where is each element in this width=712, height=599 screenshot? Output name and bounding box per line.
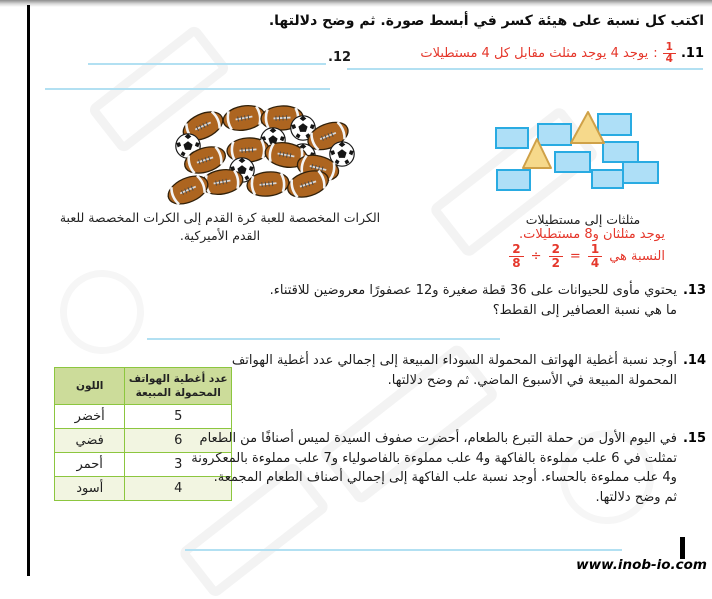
fraction-denominator: 4 — [665, 53, 673, 66]
rectangle-shape — [555, 152, 590, 172]
problem-11 — [420, 42, 704, 65]
fraction-denominator: 4 — [590, 255, 600, 270]
color-cell: أخضر — [55, 405, 125, 429]
problem-15-line: في اليوم الأول من حملة التبرع بالطعام، أحضرت صفوف السيدة لميس أصنافًا من الطعام — [199, 431, 677, 446]
answer-line-12a — [88, 63, 326, 65]
shapes-figure-caption: مثلثات إلى مستطيلات — [525, 212, 641, 227]
answer-line-11 — [347, 68, 703, 70]
problem-15-number: 15. — [682, 431, 706, 446]
problem-14-line: المحمولة المبيعة في الأسبوع الماضي. ثم وضح دلالتها. — [387, 372, 677, 388]
count-cell: 6 — [125, 429, 232, 453]
table-row — [55, 405, 232, 429]
rectangle-shape — [496, 128, 528, 148]
website-watermark: www.inob-io.com — [576, 557, 707, 573]
color-cell: أسود — [55, 477, 125, 501]
problem-11-answer-text: يوجد 4 يوجد مثلث مقابل كل 4 مستطيلات — [420, 46, 649, 62]
rectangle-shape — [603, 142, 638, 162]
ratio-label: النسبة هي — [609, 248, 665, 264]
divide-sign: ÷ — [530, 248, 542, 264]
page-left-border — [27, 5, 30, 576]
scan-top-edge — [0, 0, 712, 7]
rectangle-shape — [623, 162, 658, 183]
rectangle-shape — [598, 114, 631, 135]
fraction-numerator: 2 — [509, 243, 523, 257]
shapes-figure — [462, 105, 672, 197]
problem-14 — [228, 351, 706, 390]
scan-mark — [680, 537, 685, 559]
problem-11-separator: : — [653, 46, 658, 62]
problem-13-text — [270, 281, 677, 320]
rectangle-shape — [592, 170, 623, 188]
color-column-header: اللون — [55, 368, 125, 405]
fraction-result — [588, 243, 602, 269]
rectangle-shape — [538, 124, 571, 145]
fraction-denominator: 8 — [512, 255, 521, 270]
page-instruction: اكتب كل نسبة على هيئة كسر في أبسط صورة. ثم وضح دلالتها. — [268, 13, 704, 29]
problem-15 — [191, 429, 706, 507]
problem-13-number: 13. — [682, 283, 706, 298]
answer-line-12b — [45, 88, 330, 90]
problem-15-line: و4 علب مملوءة بالحساء. أوجد نسبة علب الفاكهة إلى إجمالي أصناف الطعام المجمعة. — [213, 470, 677, 485]
fraction-mid — [549, 243, 563, 269]
table-header-row — [55, 368, 232, 405]
problem-11-answer-fraction — [663, 42, 676, 65]
problem-15-line: تمثلت في 6 علب مملوءة بالفاكهة و4 علب مملوءة بالفاصولياء و7 علب مملوءة بالمعكرونة — [191, 450, 677, 466]
equals-sign: = — [569, 248, 581, 264]
color-cell: فضي — [55, 429, 125, 453]
american-football — [221, 103, 267, 134]
problem-15-line: ثم وضح دلالتها. — [595, 489, 677, 505]
count-cell: 4 — [125, 477, 232, 501]
problem-13 — [61, 281, 706, 320]
balls-figure-caption: الكرات المخصصة للعبة كرة القدم إلى الكرات المخصصة للعبة القدم الأميركية. — [59, 210, 381, 244]
fraction-numerator: 1 — [588, 243, 602, 257]
fraction-denominator: 2 — [551, 255, 560, 270]
problem-13-line: ما هي نسبة العصافير إلى القطط؟ — [492, 302, 677, 318]
fraction-numerator: 2 — [549, 243, 563, 257]
problem-12-number: 12. — [328, 50, 352, 65]
answer-line-13 — [147, 338, 500, 340]
answer-line-15 — [185, 549, 622, 551]
problem-13-line: يحتوي مأوى للحيوانات على 36 قطة صغيرة و12 عصفورًا معروضين للاقتناء. — [269, 283, 677, 298]
fraction-numerator: 1 — [663, 42, 676, 54]
count-column-header: عدد أغطية الهواتف المحمولة المبيعة — [125, 368, 232, 405]
fraction-start — [509, 243, 523, 269]
problem-11-number: 11. — [680, 46, 704, 62]
count-cell: 5 — [125, 405, 232, 429]
rectangle-shape — [497, 170, 530, 190]
color-cell: أحمر — [55, 453, 125, 477]
problem-14-text — [232, 351, 677, 390]
problem-14-line: أوجد نسبة أغطية الهواتف المحمولة السوداء المبيعة إلى إجمالي عدد أغطية الهواتف — [231, 353, 677, 368]
problem-15-text — [191, 429, 677, 507]
ratio-equation — [509, 243, 665, 269]
balls-figure — [160, 98, 420, 212]
shapes-answer-note: يوجد مثلثان و8 مستطيلات. — [519, 227, 665, 242]
count-cell: 3 — [125, 453, 232, 477]
problem-14-number: 14. — [682, 353, 706, 368]
